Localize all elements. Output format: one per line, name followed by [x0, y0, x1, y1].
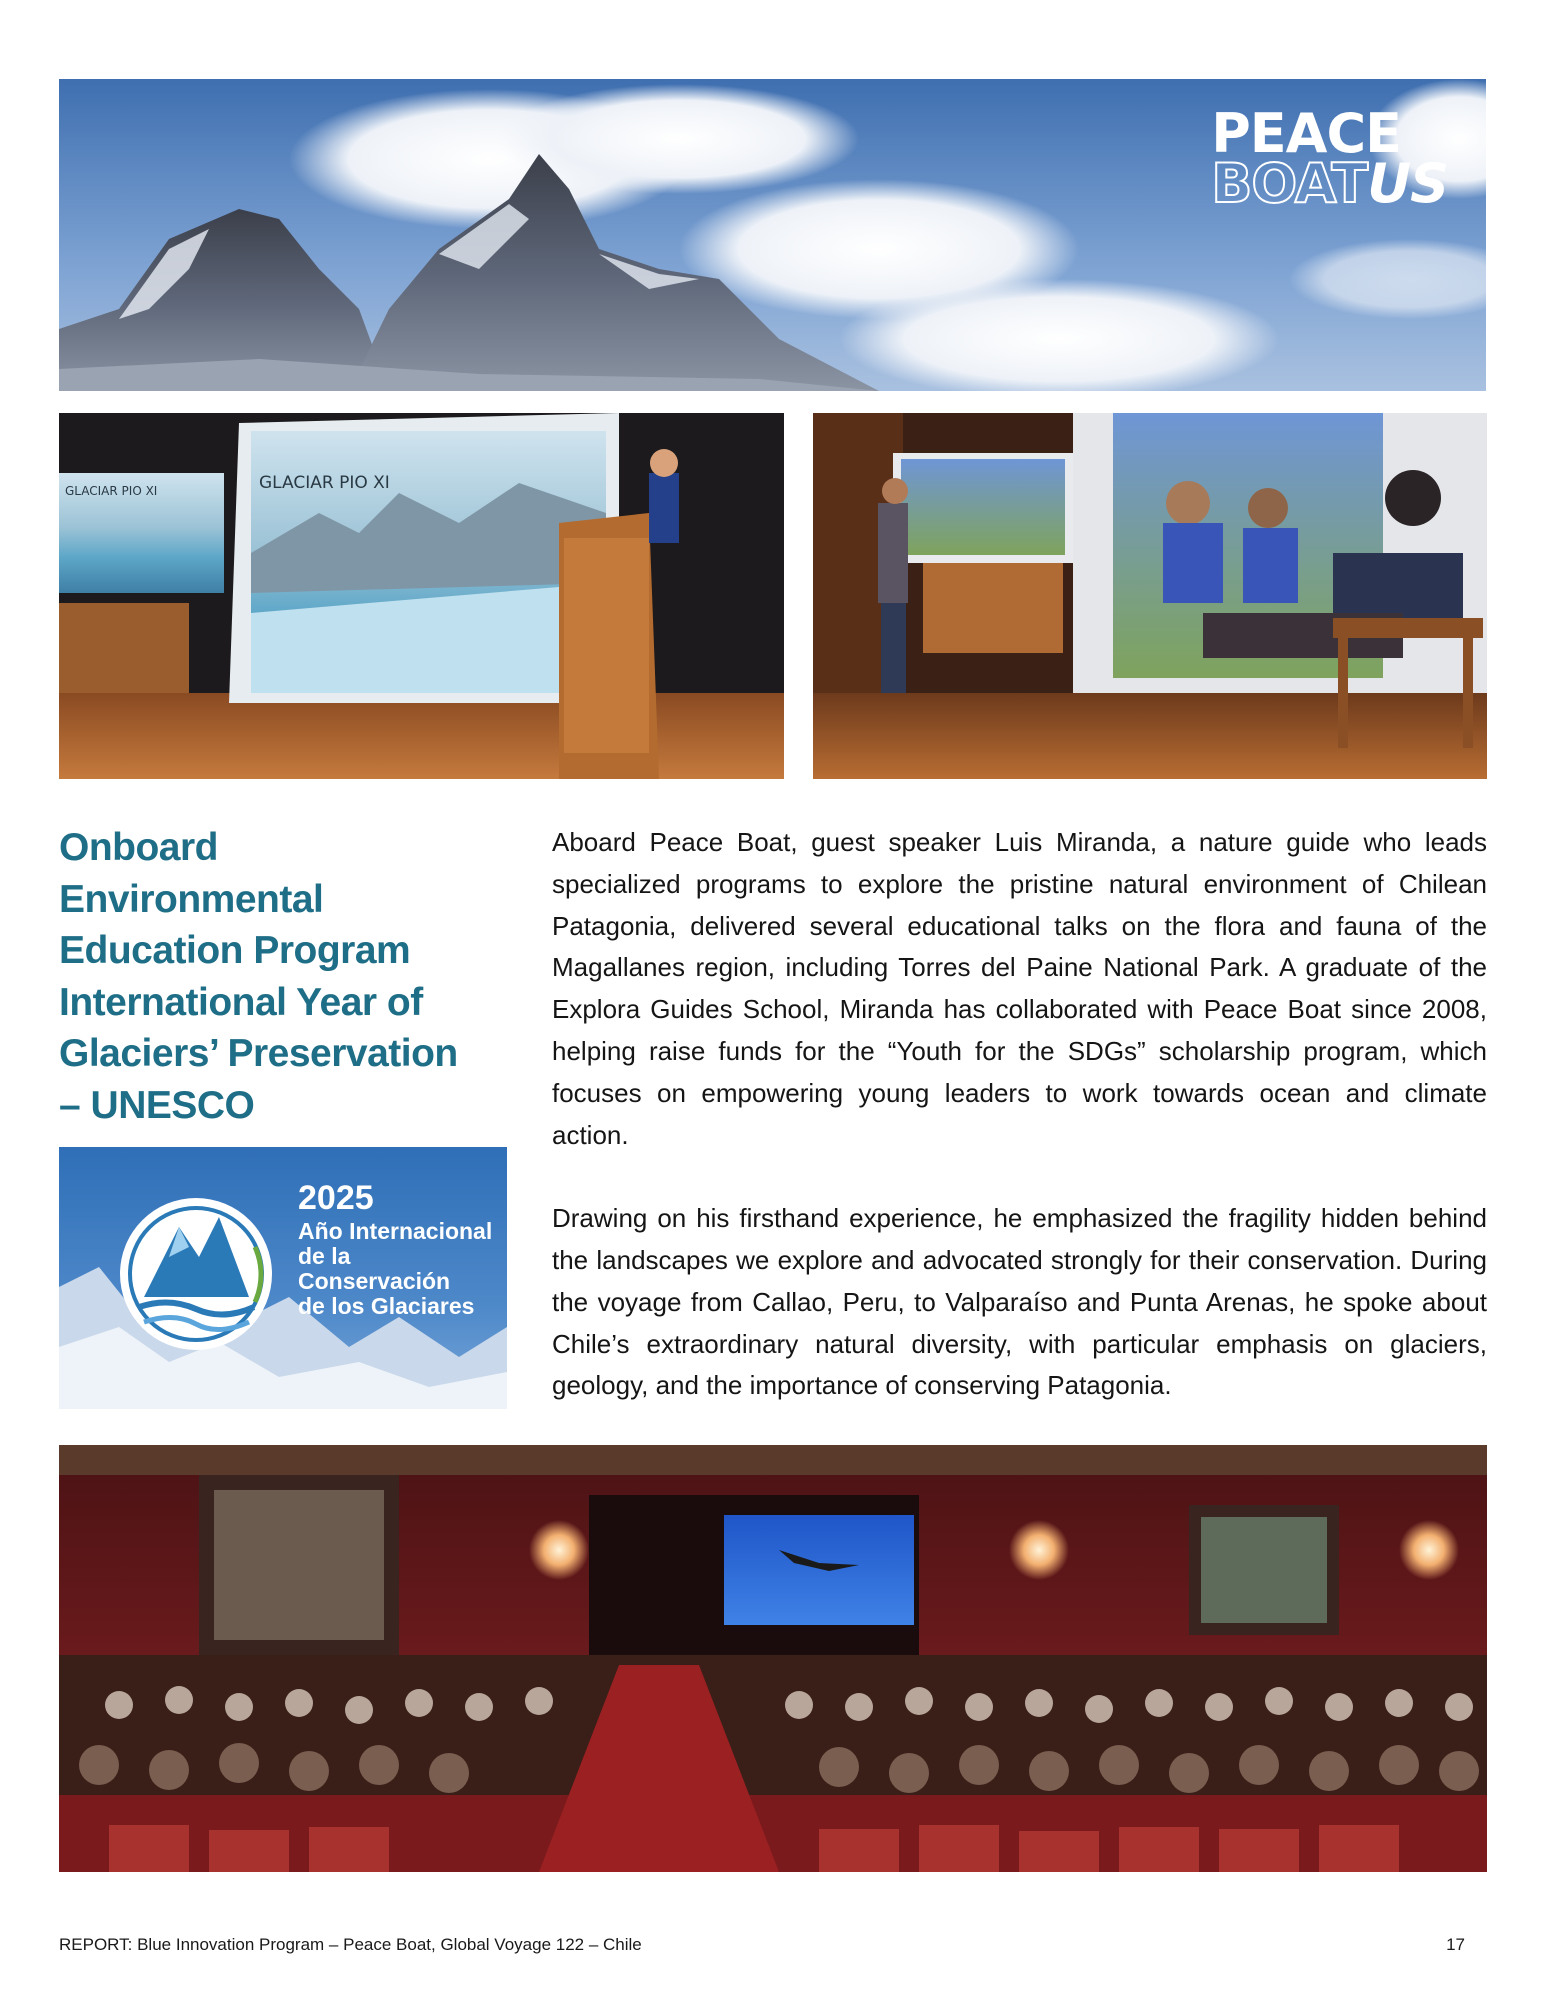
hero-banner-image: [59, 79, 1486, 391]
body-paragraph-2: Drawing on his firsthand experience, he emphasized the fragility hidden behind the landscapes we explore and advocated strongly for their conservation. During the voyage from Callao, Peru, to Valparaíso and Punta Arenas, he spoke about Chile’s extraordinary natural diversity, with particular emphasis on glaciers, geology, and the importance of conserving Patagonia.: [552, 1203, 1487, 1401]
heading-line: – UNESCO: [59, 1083, 255, 1127]
heading-line: Education Program: [59, 929, 411, 972]
heading-line: Onboard: [59, 826, 218, 869]
peace-boat-us-logo: [1211, 102, 1448, 215]
slide-title: GLACIAR PIO XI: [259, 473, 390, 493]
banner-line-1: Año Internacional: [298, 1218, 493, 1244]
unesco-glaciers-banner: [59, 1147, 507, 1409]
banner-line-2: de la Conservación: [298, 1243, 451, 1294]
auditorium-audience-photo: [59, 1445, 1487, 1872]
article-body: [552, 822, 1487, 1449]
heading-line: Glaciers’ Preservation: [59, 1032, 458, 1075]
body-paragraph-1: Aboard Peace Boat, guest speaker Luis Miranda, a nature guide who leads specialized programs to explore the pristine natural environment of Chilean Patagonia, delivered several educational talks on the flora and fauna of the Magallanes region, including Torres del Paine National Park. A graduate of the Explora Guides School, Miranda has collaborated with Peace Boat since 2008, helping raise funds for the “Youth for the SDGs” scholarship program, which focuses on empowering young leaders to work towards ocean and climate action.: [552, 827, 1487, 1150]
logo-line-2-outline: BOAT: [1211, 152, 1368, 215]
banner-line-3: de los Glaciares: [298, 1293, 475, 1319]
section-heading: [59, 822, 509, 1131]
banner-year: 2025: [298, 1179, 374, 1217]
logo-line-2-solid: US: [1367, 152, 1448, 215]
heading-line: Environmental: [59, 877, 324, 921]
side-screen-title: GLACIAR PIO XI: [65, 484, 158, 498]
footer-report-title: REPORT: Blue Innovation Program – Peace Boat, Global Voyage 122 – Chile: [59, 1935, 642, 1954]
speaker-podium-photo: [59, 413, 784, 779]
footer-page-number: 17: [1446, 1935, 1465, 1954]
logo-line-1: PEACE: [1211, 102, 1401, 165]
heading-line: International Year of: [59, 980, 423, 1024]
stage-talk-photo: [813, 413, 1487, 779]
